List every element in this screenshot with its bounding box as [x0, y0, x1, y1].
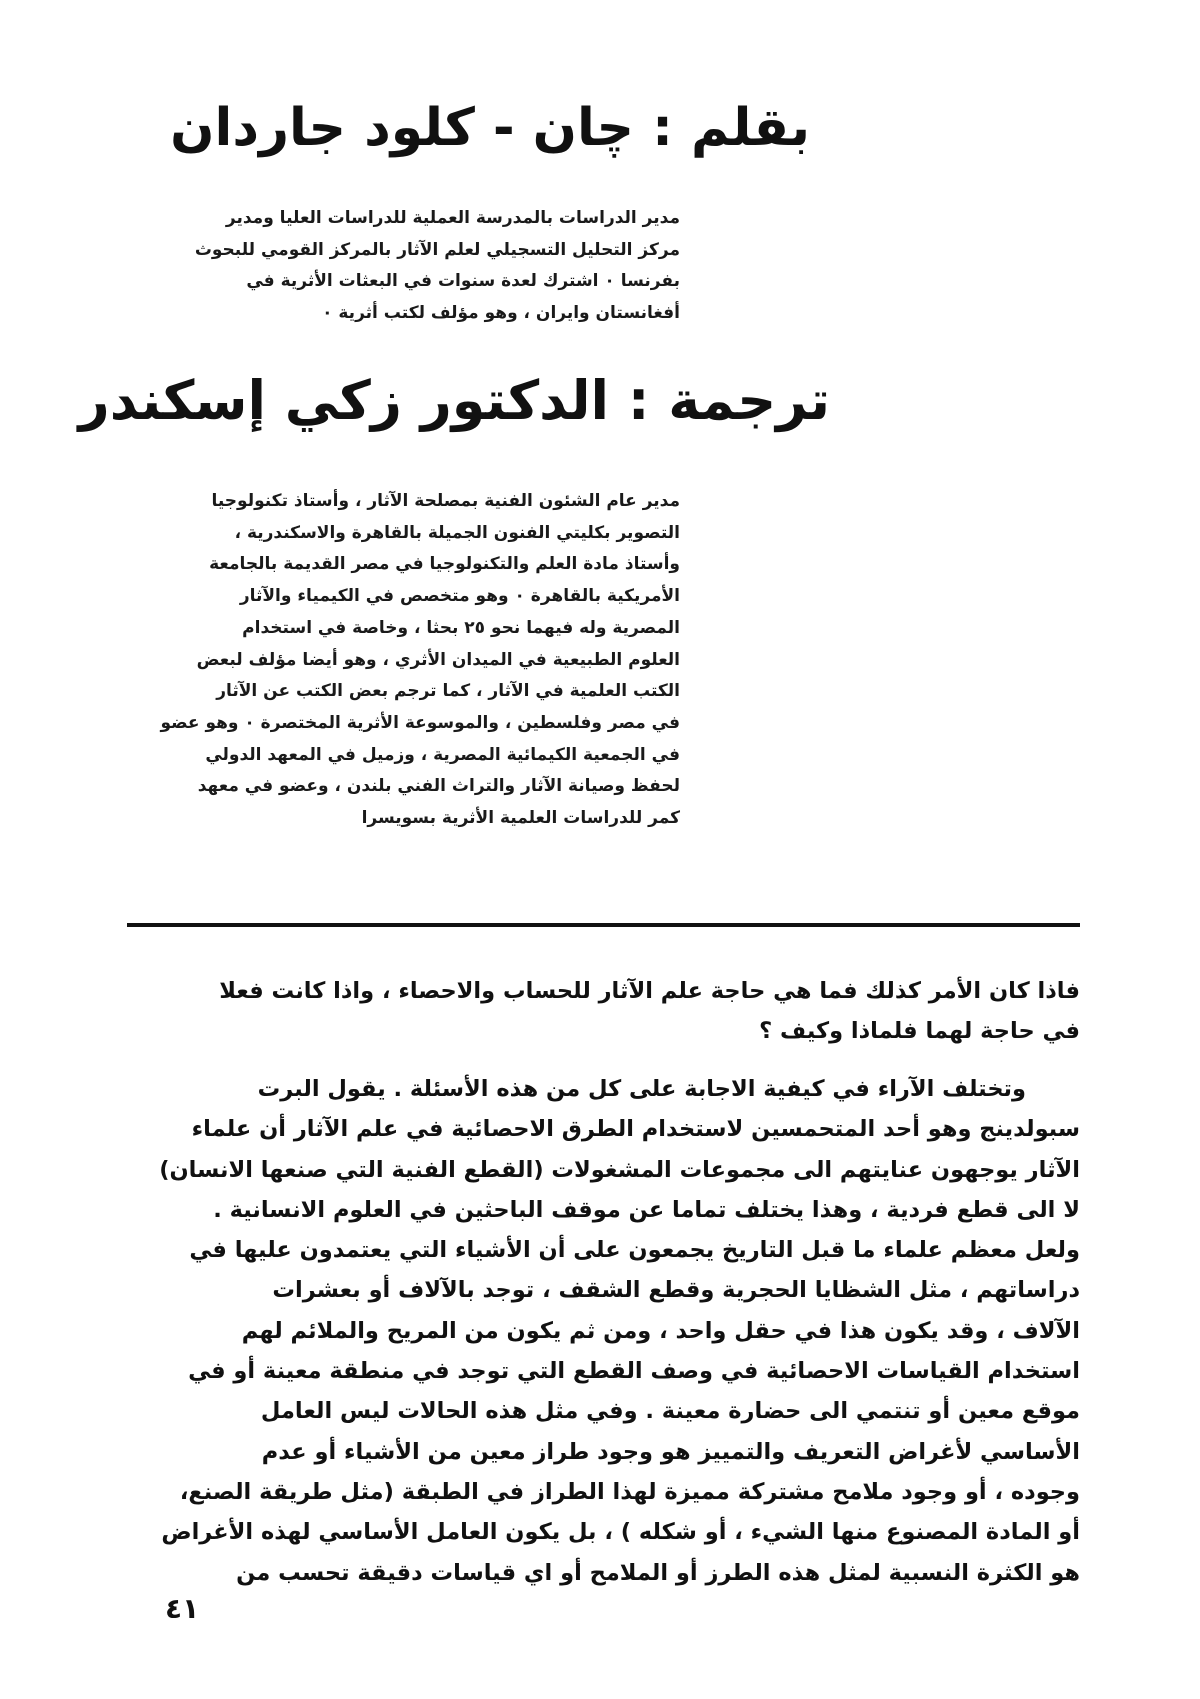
- translator-bio-line: الكتب العلمية في الآثار ، كما ترجم بعض الكتب عن الآثار: [216, 681, 680, 702]
- body-line: الآلاف ، وقد يكون هذا في حقل واحد ، ومن ثم يكون من المريح والملائم لهم: [241, 1317, 1080, 1344]
- body-line: دراساتهم ، مثل الشظايا الحجرية وقطع الشقف ، توجد بالآلاف أو بعشرات: [272, 1277, 1080, 1304]
- translator-bio-line: في الجمعية الكيمائية المصرية ، وزميل في المعهد الدولي: [205, 744, 680, 765]
- body-line: الآثار يوجهون عنايتهم الى مجموعات المشغولات (القطع الفنية التي صنعها الانسان): [159, 1156, 1080, 1183]
- translator-bio-line: في مصر وفلسطين ، والموسوعة الأثرية المختصرة ٠ وهو عضو: [160, 712, 680, 733]
- translator-bio-line: الأمريكية بالقاهرة ٠ وهو متخصص في الكيمياء والآثار: [239, 586, 680, 607]
- body-line: وتختلف الآراء في كيفية الاجابة على كل من هذه الأسئلة . يقول البرت: [257, 1076, 1026, 1102]
- body-line: في حاجة لهما فلماذا وكيف ؟: [759, 1018, 1080, 1044]
- body-line: سبولدينج وهو أحد المتحمسين لاستخدام الطرق الاحصائية في علم الآثار أن علماء: [191, 1116, 1080, 1143]
- body-line: موقع معين أو تنتمي الى حضارة معينة . وفي مثل هذه الحالات ليس العامل: [260, 1398, 1080, 1425]
- translator-bio-line: العلوم الطبيعية في الميدان الأثري ، وهو أيضا مؤلف لبعض: [196, 649, 680, 670]
- translator-heading: ترجمة : الدكتور زكي إسكندر: [78, 369, 830, 432]
- body-line: وجوده ، أو وجود ملامح مشتركة مميزة لهذا الطراز في الطبقة (مثل طريقة الصنع،: [179, 1478, 1080, 1505]
- body-line: الأساسي لأغراض التعريف والتمييز هو وجود طراز معين من الأشياء أو عدم: [261, 1438, 1080, 1465]
- body-paragraph-1: [123, 971, 1080, 1051]
- translator-bio-line: المصرية وله فيهما نحو ٢٥ بحثا ، وخاصة في استخدام: [242, 617, 680, 638]
- body-line: ولعل معظم علماء ما قبل التاريخ يجمعون على أن الأشياء التي يعتمدون عليها في: [189, 1237, 1080, 1264]
- author-bio-line: أفغانستان وايران ، وهو مؤلف لكتب أثرية ٠: [322, 302, 680, 323]
- author-bio-line: مركز التحليل التسجيلي لعلم الآثار بالمركز القومي للبحوث: [194, 239, 680, 260]
- translator-bio-line: كمر للدراسات العلمية الأثرية بسويسرا: [361, 808, 680, 829]
- author-bio-line: مدير الدراسات بالمدرسة العملية للدراسات العليا ومدير: [225, 208, 680, 228]
- translator-bio-line: التصوير بكليتي الفنون الجميلة بالقاهرة والاسكندرية ،: [234, 522, 680, 543]
- translator-bio-line: وأستاذ مادة العلم والتكنولوجيا في مصر القديمة بالجامعة: [209, 554, 680, 575]
- author-bio: [150, 203, 680, 329]
- author-bio-line: بفرنسا ٠ اشترك لعدة سنوات في البعثات الأثرية في: [246, 271, 680, 291]
- body-line: أو المادة المصنوع منها الشيء ، أو شكله ) ، بل يكون العامل الأساسي لهذه الأغراض: [161, 1519, 1080, 1546]
- body-paragraph-2: [123, 1069, 1080, 1593]
- body-line: هو الكثرة النسبية لمثل هذه الطرز أو الملامح أو اي قياسات دقيقة تحسب من: [236, 1559, 1080, 1586]
- author-heading: بقلم : چان - كلود جاردان: [170, 98, 810, 158]
- body-line: لا الى قطع فردية ، وهذا يختلف تماما عن موقف الباحثين في العلوم الانسانية .: [213, 1196, 1080, 1223]
- horizontal-divider: [127, 923, 1080, 927]
- body-line: فاذا كان الأمر كذلك فما هي حاجة علم الآثار للحساب والاحصاء ، واذا كانت فعلا: [219, 978, 1080, 1004]
- translator-bio-line: لحفظ وصيانة الآثار والتراث الفني بلندن ، وعضو في معهد: [197, 776, 680, 797]
- translator-bio-line: مدير عام الشئون الفنية بمصلحة الآثار ، وأستاذ تكنولوجيا: [211, 491, 680, 511]
- page-number: ٤١: [165, 1592, 200, 1625]
- translator-bio: [150, 486, 680, 835]
- body-line: استخدام القياسات الاحصائية في وصف القطع التي توجد في منطقة معينة أو في: [188, 1358, 1080, 1385]
